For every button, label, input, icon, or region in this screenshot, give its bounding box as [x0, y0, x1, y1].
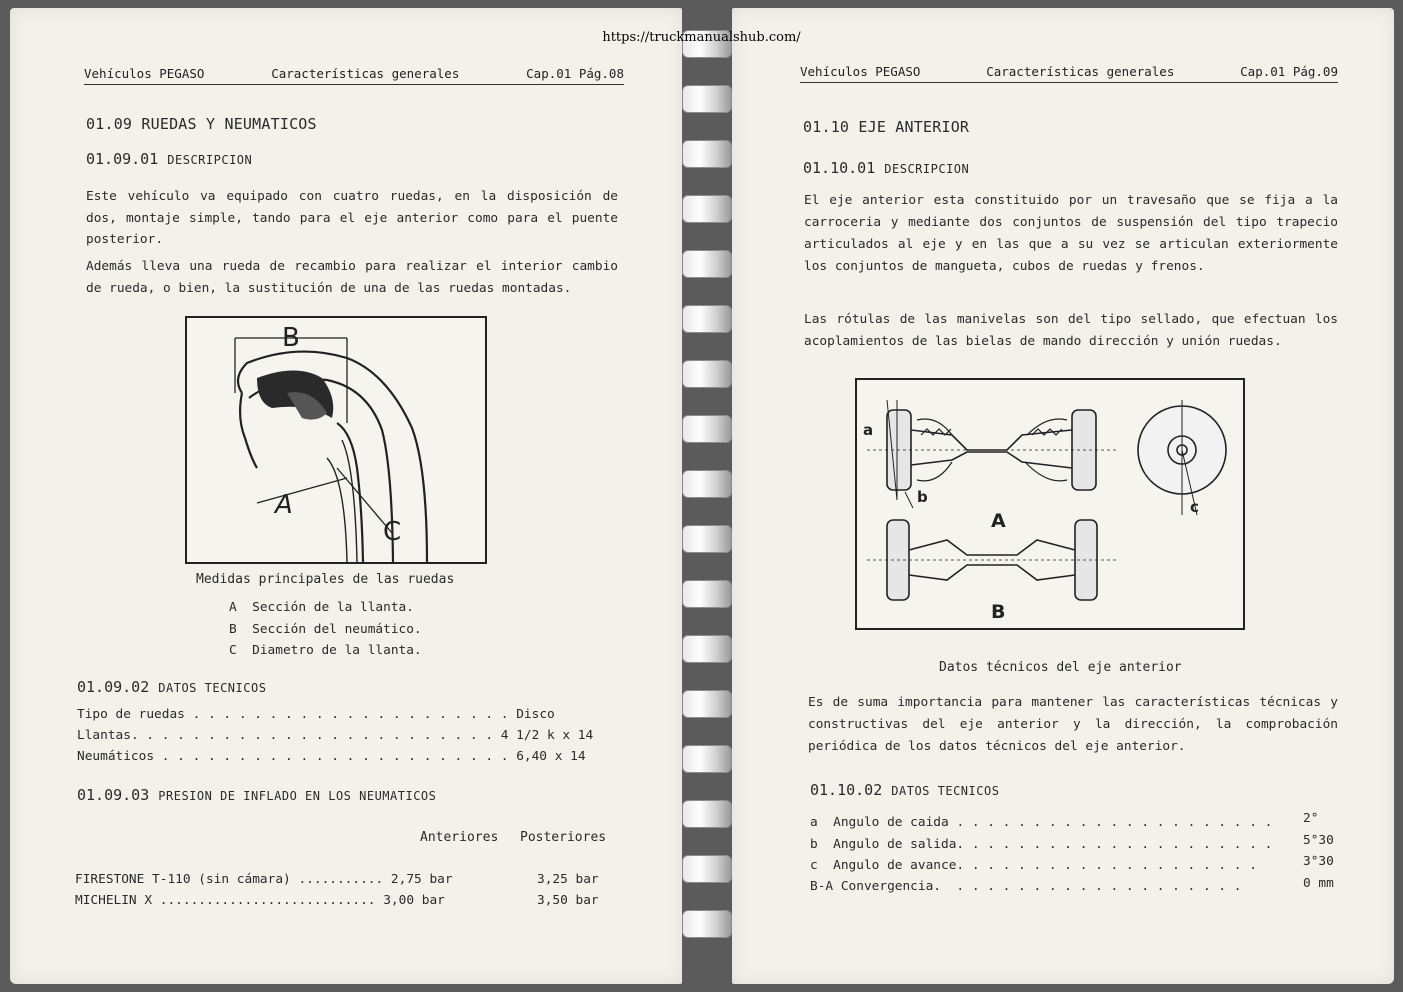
spec-row: Llantas. . . . . . . . . . . . . . . . . . . . . . . . 4 1/2 k x 14: [77, 728, 594, 743]
binding-ring: [682, 305, 732, 333]
header-page: Cap.01 Pág.09: [1240, 64, 1338, 79]
spec-value: 2°: [1303, 811, 1319, 826]
spec-label: Angulo de avance: [833, 858, 957, 873]
binding-ring: [682, 635, 732, 663]
subsection-label: DESCRIPCION: [167, 153, 253, 167]
subsection-heading: [803, 159, 969, 177]
pressure-front: 3,00 bar: [383, 893, 445, 908]
column-header-front: Anteriores: [420, 830, 499, 845]
subsection-label: DATOS TECNICOS: [158, 681, 267, 695]
binding-ring: [682, 250, 732, 278]
legend-text: Diametro de la llanta.: [252, 643, 422, 658]
binding-ring: [682, 415, 732, 443]
subsection-number: 01.10.02: [810, 781, 883, 799]
paragraph: Es de suma importancia para mantener las características técnicas y constructivas del eje anterior y la dirección, la comprobación periódica de los datos técnicos del eje anterior.: [808, 695, 1338, 754]
subsection-heading: [77, 786, 436, 804]
left-page-header: [84, 66, 624, 85]
subsection-heading: [810, 781, 999, 799]
label-a: A: [275, 490, 293, 520]
binding-ring: [682, 525, 732, 553]
header-section: Características generales: [986, 64, 1175, 79]
pressure-row: MICHELIN X ............................ 3,00 bar: [75, 893, 445, 908]
paragraph: Además lleva una rueda de recambio para realizar el interior cambio de rueda, o bien, la sustitución de una de las ruedas montadas.: [86, 259, 618, 296]
tyre-drawing: [187, 318, 485, 562]
pressure-row: FIRESTONE T-110 (sin cámara) ........... 2,75 bar: [75, 872, 453, 887]
spec-label: Neumáticos: [77, 749, 155, 764]
label-a-small: a: [863, 421, 874, 439]
spec-label: Tipo de ruedas: [77, 707, 185, 722]
binding-ring: [682, 470, 732, 498]
spec-row: Tipo de ruedas . . . . . . . . . . . . . . . . . . . . . Disco: [77, 707, 555, 722]
paragraph: Este vehículo va equipado con cuatro ruedas, en la disposición de dos, montaje simple, tando para el eje anterior como para el puente posterior.: [86, 189, 618, 247]
binding-ring: [682, 800, 732, 828]
right-page-header: [800, 64, 1338, 83]
binding-ring: [682, 855, 732, 883]
header-section: Características generales: [271, 66, 460, 81]
column-header-rear: Posteriores: [520, 830, 607, 845]
paragraph: El eje anterior esta constituido por un travesaño que se fija a la carroceria y mediante dos conjuntos de suspensión del tipo trapecio articulados al eje y en las que a su vez se articulan exteriormente los conjuntos de mangueta, cubos de ruedas y frenos.: [804, 193, 1338, 274]
binding-ring: [682, 690, 732, 718]
spec-label: Angulo de salida: [833, 837, 957, 852]
legend-item: [229, 643, 422, 658]
subsection-heading: [77, 678, 266, 696]
label-A: A: [991, 510, 1006, 532]
figure-caption: Medidas principales de las ruedas: [196, 572, 455, 587]
binding-ring: [682, 140, 732, 168]
binding-ring: [682, 360, 732, 388]
header-brand: Vehículos PEGASO: [84, 66, 205, 81]
subsection-number: 01.10.01: [803, 159, 876, 177]
source-url: https://truckmanualshub.com/: [602, 30, 801, 45]
axle-figure: [855, 378, 1245, 630]
legend-key: C: [229, 643, 237, 658]
subsection-number: 01.09.01: [86, 150, 159, 168]
label-B: B: [991, 601, 1006, 623]
spec-value: 4 1/2 k x 14: [500, 728, 594, 743]
section-title: 01.10 EJE ANTERIOR: [803, 118, 970, 136]
subsection-label: DATOS TECNICOS: [891, 784, 1000, 798]
pressure-rear: 3,50 bar: [537, 893, 599, 908]
paragraph: Las rótulas de las manivelas son del tipo sellado, que efectuan los acoplamientos de las bielas de mando dirección y unión ruedas.: [804, 312, 1338, 349]
tyre-name: FIRESTONE T-110 (sin cámara): [75, 872, 291, 887]
header-brand: Vehículos PEGASO: [800, 64, 921, 79]
header-page: Cap.01 Pág.08: [526, 66, 624, 81]
label-c: C: [383, 517, 402, 547]
legend-item: [229, 622, 422, 637]
legend-item: [229, 600, 414, 615]
spec-row: c Angulo de avance. . . . . . . . . . . . . . . . . . . .: [810, 858, 1257, 873]
label-c-small: c: [1190, 498, 1199, 516]
spec-label: Angulo de caida: [833, 815, 949, 830]
spec-row: b Angulo de salida. . . . . . . . . . . . . . . . . . . . .: [810, 837, 1273, 852]
spec-value: 0 mm: [1303, 876, 1334, 891]
section-title: 01.09 RUEDAS Y NEUMATICOS: [86, 115, 317, 133]
subsection-heading: [86, 150, 252, 168]
binding-ring: [682, 195, 732, 223]
spec-key: a: [810, 815, 818, 830]
spec-value: Disco: [516, 707, 555, 722]
axle-drawing: [857, 380, 1243, 628]
binding-ring: [682, 745, 732, 773]
spec-key: b: [810, 837, 818, 852]
legend-key: A: [229, 600, 237, 615]
spec-label: Llantas: [77, 728, 131, 743]
legend-text: Sección de la llanta.: [252, 600, 414, 615]
spec-key: c: [810, 858, 818, 873]
spec-row: Neumáticos . . . . . . . . . . . . . . . . . . . . . . . 6,40 x 14: [77, 749, 586, 764]
spiral-binding: [682, 30, 732, 980]
subsection-number: 01.09.02: [77, 678, 150, 696]
spec-label: Convergencia: [840, 879, 934, 894]
subsection-label: DESCRIPCION: [884, 162, 970, 176]
pressure-front: 2,75 bar: [390, 872, 453, 887]
subsection-label: PRESION DE INFLADO EN LOS NEUMATICOS: [158, 789, 437, 803]
figure-caption: Datos técnicos del eje anterior: [939, 660, 1182, 675]
spec-row: B-A Convergencia. . . . . . . . . . . . . . . . . . . .: [810, 879, 1242, 894]
pressure-rear: 3,25 bar: [537, 872, 599, 887]
spec-row: a Angulo de caida . . . . . . . . . . . . . . . . . . . . .: [810, 815, 1273, 830]
spec-key: B-A: [810, 879, 834, 894]
legend-text: Sección del neumático.: [252, 622, 422, 637]
label-b: B: [282, 323, 300, 353]
subsection-number: 01.09.03: [77, 786, 150, 804]
tyre-name: MICHELIN X: [75, 893, 153, 908]
spec-value: 5°30: [1303, 833, 1334, 848]
spec-value: 6,40 x 14: [516, 749, 586, 764]
binding-ring: [682, 85, 732, 113]
label-b-small: b: [917, 488, 928, 506]
spec-value: 3°30: [1303, 854, 1334, 869]
tyre-figure: [185, 316, 487, 564]
binding-ring: [682, 910, 732, 938]
legend-key: B: [229, 622, 237, 637]
binding-ring: [682, 580, 732, 608]
